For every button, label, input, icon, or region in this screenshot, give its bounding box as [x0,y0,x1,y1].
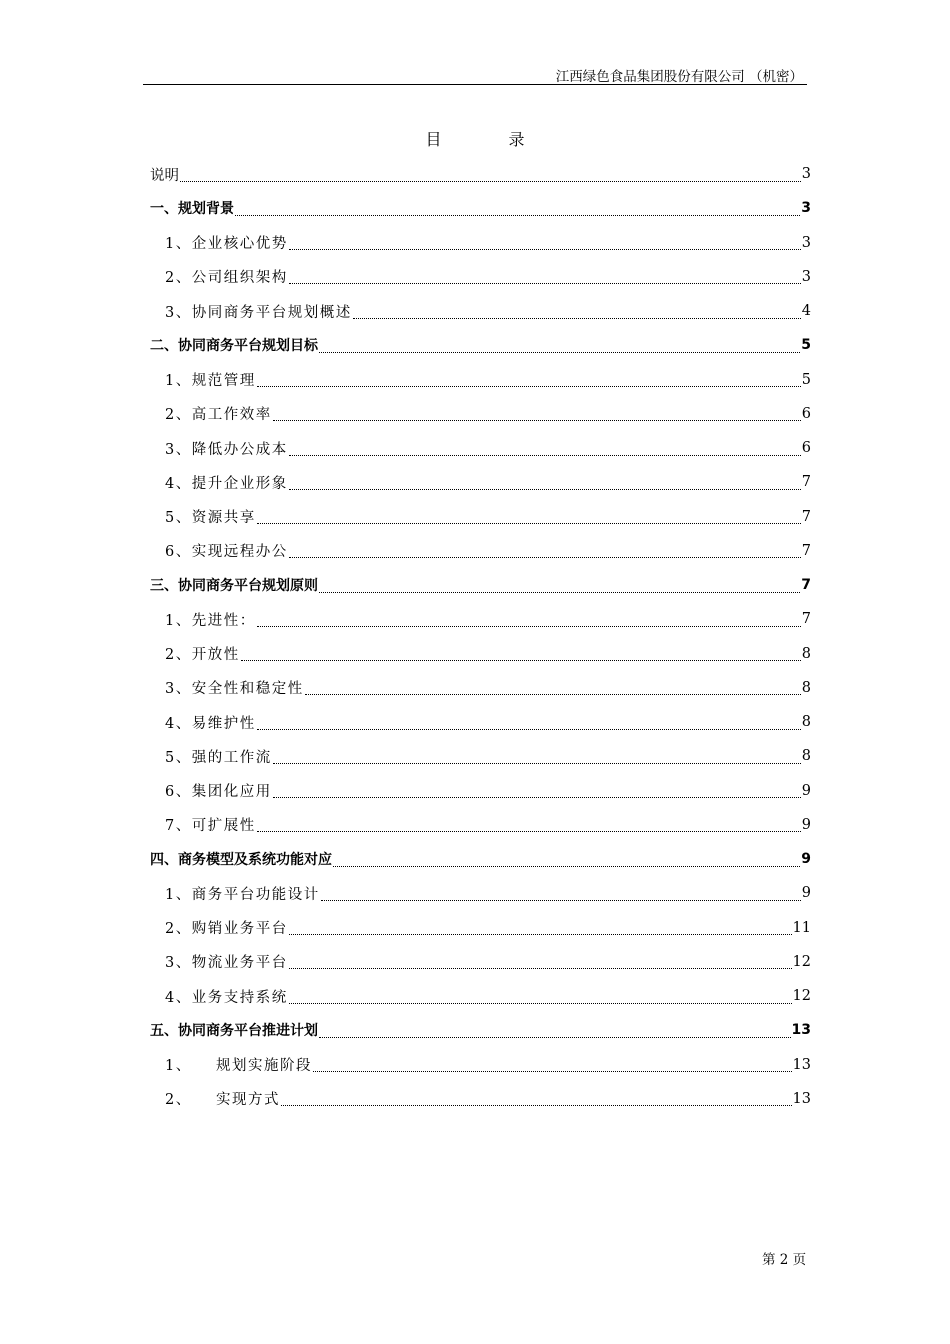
toc-entry-title [165,403,272,424]
toc-entry-label: 五、协同商务平台推进计划 [150,1023,318,1040]
dot-leader [289,920,792,935]
toc-entry-label: 一、规划背景 [150,201,234,218]
toc-entry[interactable] [150,328,811,362]
toc-entry-page: 9 [801,885,811,902]
toc-entry-page: 8 [801,714,811,731]
toc-entry-label: 购销业务平台 [191,921,288,938]
dot-leader [333,852,800,867]
toc-entry-title [165,814,256,835]
toc-entry-page: 6 [801,405,811,422]
toc-entry-label: 公司组织架构 [191,270,288,287]
toc-entry[interactable] [150,774,811,808]
toc-entry-label: 企业核心优势 [191,236,288,253]
toc-entry[interactable] [150,431,811,465]
toc-entry-label: 高工作效率 [191,407,272,424]
dot-leader [257,817,801,832]
dot-leader [273,783,801,798]
dot-leader [241,646,801,661]
toc-entry-title [150,849,332,869]
toc-entry-title [150,164,179,185]
dot-leader [289,543,801,558]
dot-leader [281,1091,792,1106]
toc-entry-title [165,780,272,801]
toc-entry-page: 5 [801,337,811,354]
toc-entry-title [165,917,288,938]
toc-entry[interactable] [150,191,811,225]
toc-entry[interactable] [150,842,811,876]
toc-entry-label: 二、协同商务平台规划目标 [150,338,318,355]
toc-entry[interactable] [150,602,811,636]
toc-entry-number: 7、 [165,818,192,835]
dot-leader [289,269,801,284]
toc-entry-number: 1、 [165,236,192,253]
toc-entry-number: 5、 [165,510,192,527]
toc-entry-number: 1、 [165,886,192,903]
toc-entry-page: 3 [801,268,811,285]
toc-entry-page: 7 [801,611,811,628]
toc-entry-title [165,986,288,1007]
toc-entry-page: 4 [801,303,811,320]
dot-leader [257,612,801,627]
toc-entry-label: 实现方式 [216,1092,280,1109]
toc-entry-page: 13 [792,1090,811,1107]
dot-leader [305,680,801,695]
toc-entry[interactable] [150,911,811,945]
toc-entry-label: 规范管理 [191,373,256,390]
table-of-contents [150,157,811,1116]
toc-entry[interactable] [150,808,811,842]
dot-leader [321,886,801,901]
toc-entry-page: 5 [801,371,811,388]
toc-entry-number: 6、 [165,784,192,801]
toc-entry-title [150,335,318,355]
toc-entry-title [165,301,352,322]
toc-entry-title [165,438,288,459]
toc-entry-page: 3 [801,166,811,183]
toc-entry[interactable] [150,1048,811,1082]
toc-entry-label: 三、协同商务平台规划原则 [150,578,318,595]
toc-entry[interactable] [150,637,811,671]
toc-entry[interactable] [150,465,811,499]
toc-entry-number: 1、 [165,1058,192,1075]
toc-entry-title [165,506,256,527]
toc-entry-number: 3、 [165,955,192,972]
dot-leader [273,406,801,421]
dot-leader [319,578,800,593]
toc-entry-title [165,472,288,493]
toc-entry-number: 5、 [165,749,192,766]
dot-leader [353,304,801,319]
toc-entry-page: 8 [801,748,811,765]
toc-entry-title [165,677,304,698]
toc-entry-number: 3、 [165,441,192,458]
toc-entry-label: 商务平台功能设计 [191,886,320,903]
toc-entry-number: 4、 [165,715,192,732]
toc-entry[interactable] [150,157,811,191]
toc-entry[interactable] [150,568,811,602]
dot-leader [289,441,801,456]
toc-entry-number: 2、 [165,407,192,424]
toc-entry-label: 安全性和稳定性 [191,681,304,698]
dot-leader [289,235,801,250]
toc-entry-page: 9 [801,851,811,868]
toc-entry-page: 11 [792,919,811,936]
toc-entry[interactable] [150,1082,811,1116]
dot-leader [289,989,792,1004]
page-header [143,62,807,85]
dot-leader [180,167,801,182]
toc-entry-label: 说明 [150,167,179,184]
toc-entry-label: 易维护性 [191,715,256,732]
dot-leader [257,715,801,730]
toc-entry-label: 开放性 [191,647,240,664]
toc-entry-page: 3 [801,234,811,251]
toc-entry-number: 1、 [165,373,192,390]
toc-entry-page: 6 [801,440,811,457]
toc-entry-page: 7 [801,474,811,491]
toc-entry[interactable] [150,1013,811,1047]
toc-entry-label: 协同商务平台规划概述 [191,304,352,321]
toc-entry-title [165,369,256,390]
toc-entry-title [165,883,320,904]
toc-entry-page: 8 [801,645,811,662]
toc-entry-number: 3、 [165,304,192,321]
toc-entry-number: 2、 [165,1092,192,1109]
toc-entry-label: 强的工作流 [191,749,272,766]
toc-entry-label: 可扩展性 [191,818,256,835]
dot-leader [273,749,801,764]
toc-entry-title [165,712,256,733]
toc-entry-page: 9 [801,816,811,833]
toc-entry[interactable] [150,226,811,260]
dot-leader [289,475,801,490]
toc-entry-page: 9 [801,782,811,799]
toc-entry-label: 先进性： [191,612,256,629]
toc-entry-page: 12 [792,988,811,1005]
toc-entry-title [165,643,240,664]
toc-entry-label: 物流业务平台 [191,955,288,972]
toc-entry-title [165,1088,280,1109]
toc-entry[interactable] [150,294,811,328]
header-text: 江西绿色食品集团股份有限公司 （机密） [555,69,803,85]
toc-entry-number: 4、 [165,475,192,492]
toc-entry-number: 2、 [165,921,192,938]
dot-leader [313,1057,792,1072]
toc-entry-page: 13 [791,1022,811,1039]
toc-entry-number: 2、 [165,647,192,664]
toc-entry-title [165,746,272,767]
dot-leader [319,338,800,353]
toc-entry-title [165,266,288,287]
toc-entry-title [165,232,288,253]
dot-leader [319,1023,791,1038]
toc-entry-number: 3、 [165,681,192,698]
toc-entry[interactable] [150,671,811,705]
toc-entry-page: 7 [801,577,811,594]
toc-entry-label: 集团化应用 [191,784,272,801]
toc-entry[interactable] [150,876,811,910]
toc-entry-title [165,951,288,972]
toc-entry[interactable] [150,979,811,1013]
toc-entry-title [165,609,256,630]
toc-entry-title [150,1020,318,1040]
toc-entry[interactable] [150,534,811,568]
toc-entry-page: 3 [801,200,811,217]
toc-entry-title [165,1054,312,1075]
toc-entry-number: 1、 [165,612,192,629]
toc-entry[interactable] [150,739,811,773]
toc-entry-page: 12 [792,953,811,970]
toc-entry-label: 降低办公成本 [191,441,288,458]
toc-entry[interactable] [150,500,811,534]
toc-entry-label: 提升企业形象 [191,475,288,492]
toc-title: 目 录 [425,130,525,149]
toc-entry-page: 8 [801,679,811,696]
toc-entry-label: 四、商务模型及系统功能对应 [150,852,332,869]
dot-leader [235,201,800,216]
toc-entry[interactable] [150,363,811,397]
toc-entry[interactable] [150,945,811,979]
toc-entry-title [165,540,288,561]
toc-entry-label: 业务支持系统 [191,989,288,1006]
toc-entry-page: 13 [792,1056,811,1073]
toc-entry[interactable] [150,397,811,431]
toc-entry[interactable] [150,705,811,739]
dot-leader [257,509,801,524]
toc-entry-number: 4、 [165,989,192,1006]
toc-entry-number: 2、 [165,270,192,287]
toc-entry-number: 6、 [165,544,192,561]
toc-entry-label: 资源共享 [191,510,256,527]
page-number: 第 2 页 [762,1252,807,1268]
toc-entry-page: 7 [801,508,811,525]
toc-entry-label: 实现远程办公 [191,544,288,561]
toc-entry-label: 规划实施阶段 [216,1058,312,1075]
toc-entry[interactable] [150,260,811,294]
toc-entry-title [150,575,318,595]
dot-leader [257,372,801,387]
toc-entry-title [150,198,234,218]
dot-leader [289,954,792,969]
toc-entry-page: 7 [801,542,811,559]
